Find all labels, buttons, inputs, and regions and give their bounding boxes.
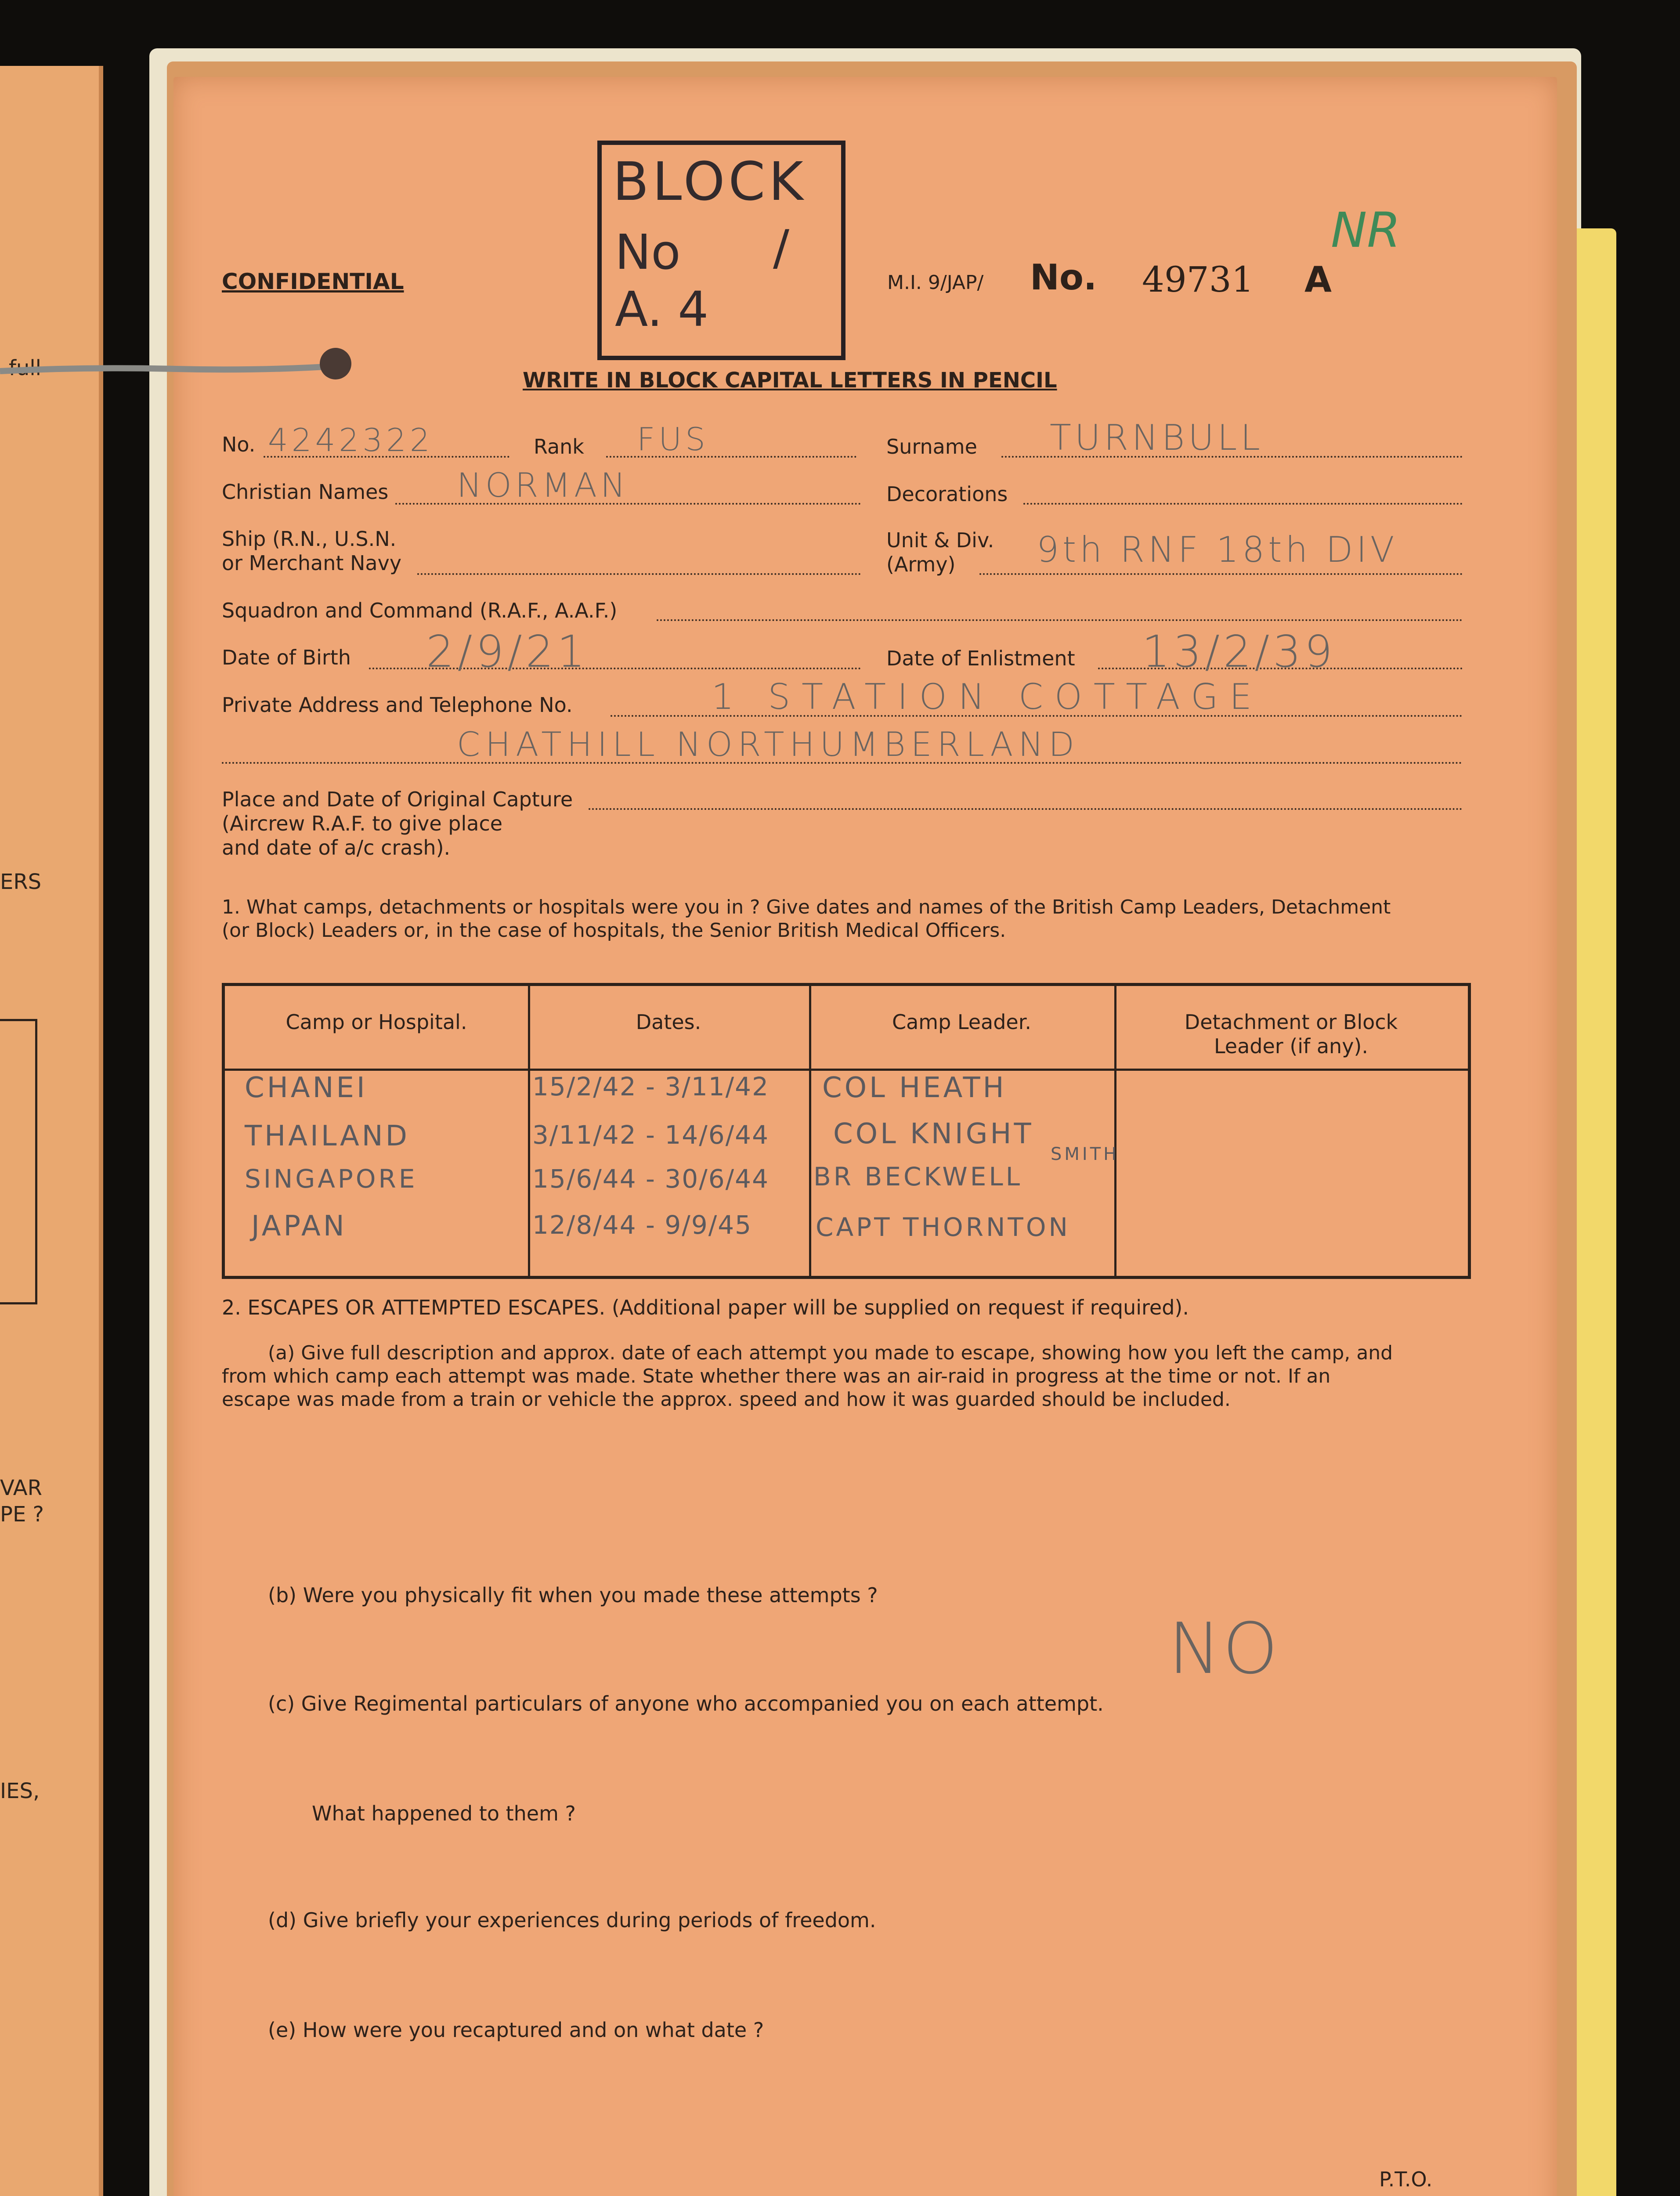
left-page-text: IES, (0, 1779, 40, 1803)
surname-label: Surname (886, 435, 977, 459)
address-value-2: CHATHILL NORTHUMBERLAND (457, 725, 1080, 764)
christian-names-value: NORMAN (457, 466, 629, 505)
col-header-detachment: Detachment or Block (1184, 1010, 1398, 1034)
confidential-label: CONFIDENTIAL (222, 269, 404, 294)
surname-value: TURNBULL (1050, 417, 1264, 458)
q2-title: 2. ESCAPES OR ATTEMPTED ESCAPES. (Additional paper will be supplied on request if required). (222, 1296, 1189, 1319)
q2b-answer: NO (1168, 1607, 1280, 1690)
unit-label-2: (Army) (886, 553, 956, 576)
green-annotation: NR (1331, 202, 1401, 258)
q1-line-1: 1. What camps, detachments or hospitals were you in ? Give dates and names of the British Camp Leaders, Detachment (222, 896, 1391, 918)
col-header-detachment-2: Leader (if any). (1214, 1034, 1369, 1058)
col-header-leader: Camp Leader. (892, 1010, 1032, 1034)
dob-label: Date of Birth (222, 646, 351, 669)
left-page-text: full (9, 356, 41, 380)
rank-value: FUS (637, 421, 709, 458)
string-knot (320, 348, 351, 379)
left-page-text: PE ? (0, 1502, 44, 1527)
table-cell-leader: COL KNIGHT (833, 1118, 1034, 1150)
table-cell-dates: 15/2/42 - 3/11/42 (532, 1072, 769, 1102)
no-label: No. (222, 433, 256, 456)
decorations-label: Decorations (886, 482, 1008, 506)
left-page-box (0, 1019, 37, 1304)
ship-line (417, 573, 861, 575)
q2e: (e) How were you recaptured and on what date ? (268, 2018, 764, 2042)
rank-line (606, 456, 856, 458)
pto-label: P.T.O. (1379, 2167, 1433, 2191)
unit-label-1: Unit & Div. (886, 528, 994, 552)
stamp-line-1: BLOCK (613, 152, 807, 213)
unit-value: 9th RNF 18th DIV (1037, 529, 1398, 570)
stamp-tick: / (773, 220, 790, 276)
table-cell-camp: CHANEI (245, 1072, 368, 1104)
stamp-line-3: A. 4 (615, 281, 709, 337)
left-page-text: VAR (0, 1476, 42, 1500)
q2a-line-1: (a) Give full description and approx. date of each attempt you made to escape, showing how you left the camp, and (268, 1342, 1393, 1364)
q2c-follow-up: What happened to them ? (312, 1802, 576, 1825)
ref-prefix: M.I. 9/JAP/ (887, 271, 984, 294)
q1-line-2: (or Block) Leaders or, in the case of hospitals, the Senior British Medical Officers. (222, 919, 1006, 942)
capture-line (589, 808, 1463, 810)
camps-table (222, 983, 1471, 1279)
col-header-camp: Camp or Hospital. (285, 1010, 467, 1034)
left-page-text: ERS (0, 870, 42, 894)
unit-line (979, 573, 1463, 575)
service-number: 4242322 (268, 422, 434, 459)
table-cell-leader-extra: SMITH (1051, 1144, 1120, 1164)
dob-value: 2/9/21 (426, 626, 589, 677)
q2a-line-3: escape was made from a train or vehicle the approx. speed and how it was guarded should be included. (222, 1388, 1231, 1411)
left-page (0, 66, 103, 2196)
squadron-line (657, 619, 1463, 621)
form-number: 49731 (1142, 259, 1254, 300)
capture-label-2: (Aircrew R.A.F. to give place (222, 812, 503, 835)
decorations-line (1023, 503, 1463, 505)
table-cell-camp: SINGAPORE (245, 1164, 418, 1194)
form-suffix: A (1304, 259, 1332, 300)
table-cell-leader: COL HEATH (822, 1072, 1007, 1104)
table-cell-dates: 12/8/44 - 9/9/45 (532, 1210, 752, 1240)
col-header-dates: Dates. (636, 1010, 701, 1034)
table-cell-leader: BR BECKWELL (813, 1162, 1023, 1192)
string-tie (0, 360, 347, 378)
q2b: (b) Were you physically fit when you made these attempts ? (268, 1583, 878, 1607)
enlistment-value: 13/2/39 (1142, 626, 1336, 677)
squadron-label: Squadron and Command (R.A.F., A.A.F.) (222, 599, 618, 622)
q2a-line-2: from which camp each attempt was made. State whether there was an air-raid in progress at the time or not. If an (222, 1365, 1331, 1387)
table-cell-camp: THAILAND (245, 1120, 410, 1152)
table-cell-camp: JAPAN (251, 1210, 347, 1242)
q2c: (c) Give Regimental particulars of anyone who accompanied you on each attempt. (268, 1692, 1104, 1716)
address-value-1: 1 STATION COTTAGE (712, 676, 1263, 717)
table-cell-dates: 3/11/42 - 14/6/44 (532, 1120, 769, 1150)
rank-label: Rank (534, 435, 584, 459)
address-label: Private Address and Telephone No. (222, 693, 573, 717)
stamp-line-2: No (615, 224, 681, 280)
q2d: (d) Give briefly your experiences during periods of freedom. (268, 1908, 876, 1932)
table-cell-leader: CAPT THORNTON (816, 1212, 1070, 1242)
instruction-heading: WRITE IN BLOCK CAPITAL LETTERS IN PENCIL (523, 368, 1057, 393)
christian-names-label: Christian Names (222, 480, 389, 504)
ship-label-1: Ship (R.N., U.S.N. (222, 527, 397, 551)
ship-label-2: or Merchant Navy (222, 551, 402, 575)
table-header-rule (225, 1069, 1468, 1071)
number-label: No. (1030, 257, 1097, 298)
capture-label-1: Place and Date of Original Capture (222, 787, 573, 811)
table-cell-dates: 15/6/44 - 30/6/44 (532, 1164, 769, 1194)
enlistment-label: Date of Enlistment (886, 647, 1075, 670)
capture-label-3: and date of a/c crash). (222, 836, 451, 860)
